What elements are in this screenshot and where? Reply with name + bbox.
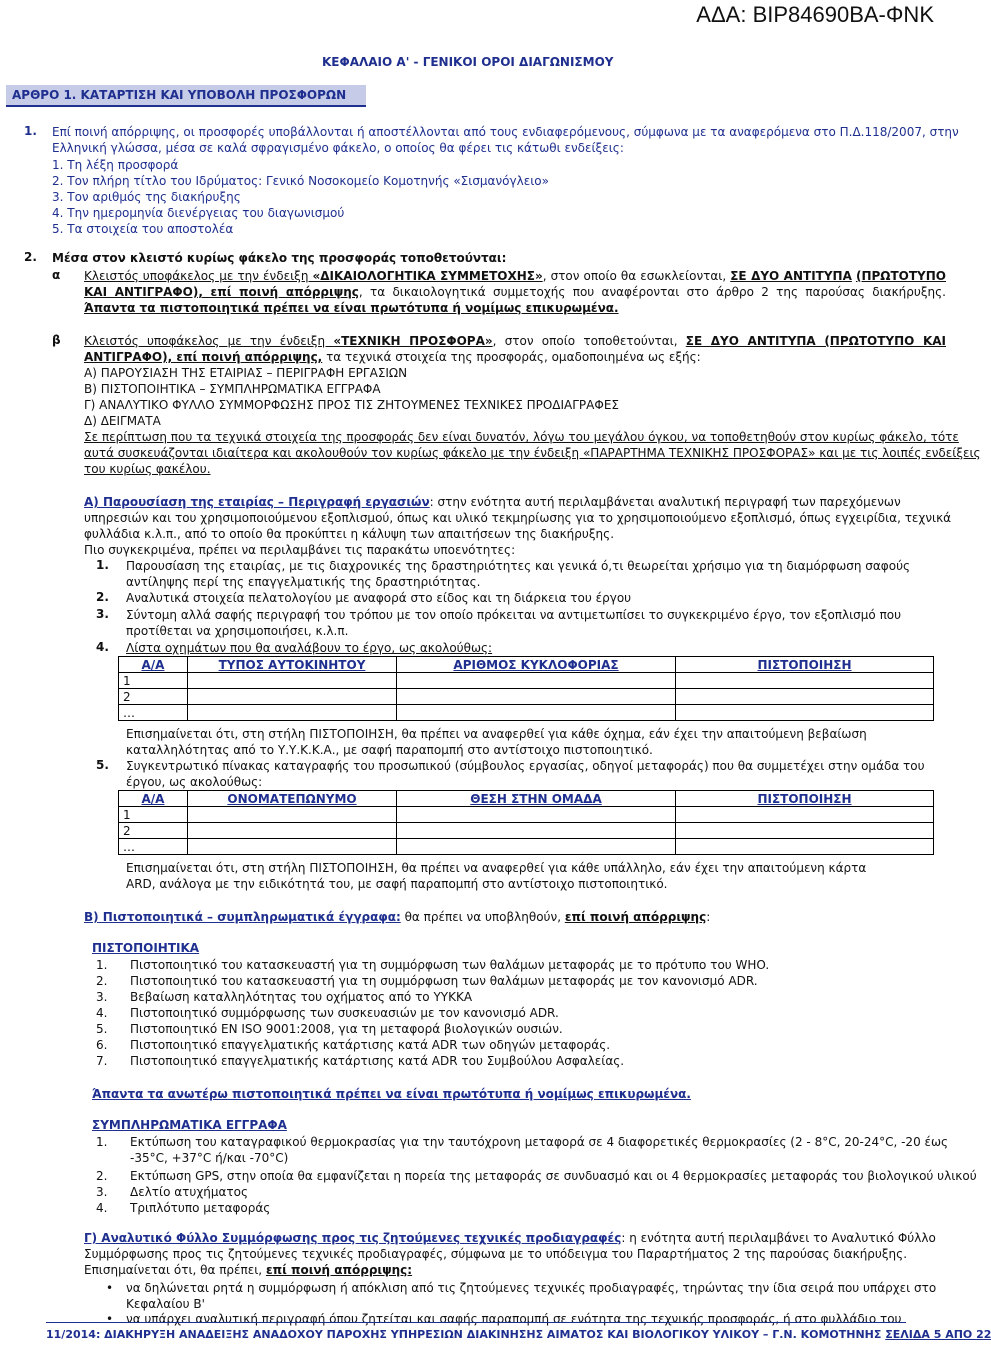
footer bbox=[46, 1328, 991, 1341]
item-number: 5. bbox=[96, 758, 109, 772]
text-span: , στον οποίο θα εσωκλείονται, bbox=[542, 269, 731, 283]
list-item: 3. Τον αριθμός της διακήρυξης bbox=[52, 190, 241, 204]
paragraph-b bbox=[84, 333, 946, 365]
section-b-line bbox=[84, 909, 710, 925]
text-line: υπηρεσιών και του χρησιμοποιούμενου εξοπλισμού, όπως και υλικό τεκμηρίωσης για το χρησιμοποιούμενο εξοπλισμό, όπως εγχειρίδια, τεχνικά bbox=[84, 511, 952, 525]
cert-item: Πιστοποιητικό του κατασκευαστή για τη συμμόρφωση των θαλάμων μεταφοράς με το πρότυπο του WHO. bbox=[130, 958, 770, 972]
cert-item: Πιστοποιητικό του κατασκευαστή για τη συμμόρφωση των θαλάμων μεταφοράς με τον κανονισμό ADR. bbox=[130, 974, 758, 988]
chapter-title: ΚΕΦΑΛΑΙΟ Α' - ΓΕΝΙΚΟΙ ΟΡΟΙ ΔΙΑΓΩΝΙΣΜΟΥ bbox=[322, 55, 614, 69]
article-title: ΑΡΘΡΟ 1. ΚΑΤΑΡΤΙΣΗ ΚΑΙ ΥΠΟΒΟΛΗ ΠΡΟΣΦΟΡΩΝ bbox=[12, 88, 347, 102]
table-header-row bbox=[119, 657, 934, 673]
text-line: Συμμόρφωσης προς τις ζητούμενες τεχνικές προδιαγραφές, σύμφωνα με το υπόδειγμα του Παραρτήματος 2 της παρούσας διακήρυξης. bbox=[84, 1247, 908, 1261]
certificates-note: Άπαντα τα ανωτέρω πιστοποιητικά πρέπει να είναι πρωτότυπα ή νομίμως επικυρωμένα. bbox=[92, 1087, 691, 1101]
item-number: 1. bbox=[96, 558, 109, 572]
staff-table bbox=[118, 790, 934, 855]
text-span: τα τεχνικά στοιχεία της προσφοράς, ομαδοποιημένα ως εξής: bbox=[322, 350, 701, 364]
text-line: να δηλώνεται ρητά η συμμόρφωση ή απόκλιση από τις ζητούμενες τεχνικές προδιαγραφές, τηρώντας την ίδια σειρά που υπάρχει στο bbox=[126, 1281, 937, 1295]
text-span: , τα δικαιολογητικά συμμετοχής που αναφέρονται στο άρθρο 2 της παρούσας bbox=[358, 285, 865, 299]
text-span: (ΠΡΩΤΟΤΥΠΟ ΚΑΙ ΑΝΤΙΓΡΑΦΟ), επί ποινή απόρριψης bbox=[84, 269, 946, 299]
item-number: 1. bbox=[96, 1135, 108, 1149]
text-line: Ελληνική γλώσσα, μέσα σε καλά σφραγισμένο φάκελο, ο οποίος θα φέρει τις κάτωθι ενδείξεις: bbox=[52, 141, 624, 155]
text-line: Λίστα οχημάτων που θα αναλάβουν το έργο, ως ακολούθως: bbox=[126, 641, 493, 655]
item-number: 2. bbox=[96, 590, 109, 604]
text-line: Αναλυτικά στοιχεία πελατολογίου με αναφορά στο είδος και τη διάρκεια του έργου bbox=[126, 591, 632, 605]
section-number: 1. bbox=[24, 124, 37, 138]
column-header: Α/Α bbox=[119, 657, 188, 673]
section-a-title: Α) Παρουσίαση της εταιρίας – Περιγραφή εργασιών bbox=[84, 495, 430, 509]
list-item: Γ) ΑΝΑΛΥΤΙΚΟ ΦΥΛΛΟ ΣΥΜΜΟΡΦΩΣΗΣ ΠΡΟΣ ΤΙΣ ΖΗΤΟΥΜΕΝΕΣ ΤΕΧΝΙΚΕΣ ΠΡΟΔΙΑΓΡΑΦΕΣ bbox=[84, 398, 619, 412]
list-item: 4. Την ημερομηνία διενέργειας του διαγωνισμού bbox=[52, 206, 345, 220]
footer-divider bbox=[46, 1322, 906, 1323]
column-header: ΘΕΣΗ ΣΤΗΝ ΟΜΑΔΑ bbox=[397, 791, 676, 807]
text-line: Πιο συγκεκριμένα, πρέπει να περιλαμβάνει τις παρακάτω υποενότητες: bbox=[84, 543, 516, 557]
text-span: θα πρέπει να υποβληθούν, bbox=[400, 910, 565, 924]
text-line: Παρουσίαση της εταιρίας, με τις διαχρονικές της δραστηριότητες και γενικά ό,τι θεωρείται χρήσιμο για τη διαμόρφωση σαφούς bbox=[126, 559, 911, 573]
cert-item: Πιστοποιητικό συμμόρφωσης των συσκευασιών με τον κανονισμό ADR. bbox=[130, 1006, 559, 1020]
note-line: του κυρίως φακέλου. bbox=[84, 462, 211, 476]
cert-item: Πιστοποιητικό επαγγελματικής κατάρτισης κατά ADR των οδηγών μεταφοράς. bbox=[130, 1038, 611, 1052]
text-line: Κεφαλαίου Β' bbox=[126, 1297, 205, 1311]
text-line: Εκτύπωση GPS, στην οποία θα εμφανίζεται η πορεία της μεταφοράς σε συνδυασμό και οι 4 θερμοκρασίες μεταφοράς του βιολογικού υλικού bbox=[130, 1169, 977, 1183]
table-cell: … bbox=[119, 705, 188, 721]
table-row bbox=[119, 673, 934, 689]
letter-b: β bbox=[52, 333, 61, 347]
text-line: Συγκεντρωτικό πίνακας καταγραφής του προσωπικού (σύμβουλος εργασίας, οδηγοί μεταφοράς) που θα συμμετέχει στην ομάδα του bbox=[126, 759, 925, 773]
ada-code: ΑΔΑ: ΒΙΡ84690ΒΑ-ΦΝΚ bbox=[696, 2, 934, 27]
item-number: 3. bbox=[96, 607, 109, 621]
text-span: : στην ενότητα αυτή περιλαμβάνεται αναλυτική περιγραφή των παρεχόμενων bbox=[429, 495, 901, 509]
list-item: 5. Τα στοιχεία του αποστολέα bbox=[52, 222, 234, 236]
table-row bbox=[119, 839, 934, 855]
text-line: αντίληψης περί της επαγγελματικής της δραστηριότητας. bbox=[126, 575, 481, 589]
text-line: Δελτίο ατυχήματος bbox=[130, 1185, 249, 1199]
text-line bbox=[84, 1262, 412, 1278]
cert-number: 3. bbox=[96, 990, 108, 1004]
table-row bbox=[119, 823, 934, 839]
bullet-icon: • bbox=[106, 1312, 114, 1326]
article-title-box bbox=[6, 85, 366, 107]
text-line: έργου, ως ακολούθως: bbox=[126, 775, 263, 789]
note-line: αυτά συσκευάζονται ιδιαίτερα και ακολουθούν τον κυρίως φάκελο με την ένδειξη «ΠΑΡΑΡΤΗΜΑ ΤΕΧΝΙΚΗΣ ΠΡΟΣΦΟΡΑΣ» και με τις λοιπές ενδείξεις bbox=[84, 446, 981, 460]
footer-text: 11/2014: ΔΙΑΚΗΡΥΞΗ ΑΝΑΔΕΙΞΗΣ ΑΝΑΔΟΧΟΥ ΠΑΡΟΧΗΣ ΥΠΗΡΕΣΙΩΝ ΔΙΑΚΙΝΗΣΗΣ ΑΙΜΑΤΟΣ ΚΑΙ ΒΙΟΛΟΓΙΚΟΥ ΥΛΙΚΟΥ – Γ.Ν. ΚΟΜΟΤΗΝΗΣ bbox=[46, 1328, 886, 1341]
text-span: επί ποινή απόρριψης bbox=[564, 910, 707, 924]
certificates-heading: ΠΙΣΤΟΠΟΙΗΤΙΚΑ bbox=[92, 941, 200, 955]
table-row bbox=[119, 807, 934, 823]
letter-a: α bbox=[52, 268, 61, 282]
text-line: Επί ποινή απόρριψης, οι προσφορές υποβάλλονται ή αποστέλλονται από τους ενδιαφερόμενους, σύμφωνα με τα αναφερόμενα στο Π.Δ.118/2007, στην bbox=[52, 125, 959, 139]
text-span: Άπαντα τα πιστοποιητικά πρέπει να είναι πρωτότυπα ή νομίμως επικυρωμένα. bbox=[84, 301, 619, 315]
text-line: φυλλάδια κ.λ.π., από το οποίο θα προκύπτει η κάλυψη των απαιτήσεων της διακήρυξης. bbox=[84, 527, 615, 541]
paragraph-a bbox=[84, 268, 946, 316]
column-header: ΠΙΣΤΟΠΟΙΗΣΗ bbox=[676, 791, 934, 807]
text-span: : bbox=[706, 910, 711, 924]
table-row bbox=[119, 689, 934, 705]
text-span: Επισημαίνεται ότι, θα πρέπει, bbox=[84, 1263, 266, 1277]
section-heading: Μέσα στον κλειστό κυρίως φάκελο της προσφοράς τοποθετούνται: bbox=[52, 251, 507, 265]
text-span: ΣΕ ΔΥΟ ΑΝΤΙΤΥΠΑ (ΠΡΩΤΟΤΥΠΟ ΚΑΙ bbox=[685, 334, 946, 348]
cert-number: 5. bbox=[96, 1022, 108, 1036]
cert-number: 7. bbox=[96, 1054, 108, 1068]
text-span: , στον οποίο τοποθετούνται, bbox=[492, 334, 686, 348]
text-line: Σύντομη αλλά σαφής περιγραφή του τρόπου με τον οποίο πρόκειται να αντιμετωπίσει το συγκεκριμένο έργο, τον εξοπλισμό που bbox=[126, 608, 902, 622]
text-span: Κλειστός υποφάκελος με την ένδειξη bbox=[84, 334, 334, 348]
cert-number: 1. bbox=[96, 958, 108, 972]
table-header-row bbox=[119, 791, 934, 807]
column-header: ΟΝΟΜΑΤΕΠΩΝΥΜΟ bbox=[188, 791, 397, 807]
list-item: 2. Τον πλήρη τίτλο του Ιδρύματος: Γενικό Νοσοκομείο Κομοτηνής «Σισμανόγλειο» bbox=[52, 174, 549, 188]
text-line: προτίθεται να χρησιμοποιήσει, κ.λ.π. bbox=[126, 624, 349, 638]
text-span: «ΤΕΧΝΙΚΗ ΠΡΟΣΦΟΡΑ» bbox=[333, 334, 493, 348]
item-number: 4. bbox=[96, 1201, 108, 1215]
text-span: «ΔΙΚΑΙΟΛΟΓΗΤΙΚΑ ΣΥΜΜΕΤΟΧΗΣ» bbox=[312, 269, 543, 283]
supplementary-heading: ΣΥΜΠΛΗΡΩΜΑΤΙΚΑ ΕΓΓΡΑΦΑ bbox=[92, 1118, 287, 1132]
vehicles-table bbox=[118, 656, 934, 721]
cert-item: Βεβαίωση καταλληλότητας του οχήματος από το ΥΥΚΚΑ bbox=[130, 990, 473, 1004]
table-cell: 2 bbox=[119, 689, 188, 705]
page-number: ΣΕΛΙΔΑ 5 ΑΠΟ 22 bbox=[885, 1328, 991, 1341]
table-cell: 1 bbox=[119, 807, 188, 823]
table-row bbox=[119, 705, 934, 721]
bullet-icon: • bbox=[106, 1281, 114, 1295]
text-line: ARD, ανάλογα με την ειδικότητά του, με σαφή παραπομπή στο αντίστοιχο πιστοποιητικό. bbox=[126, 877, 668, 891]
text-line: Εκτύπωση του καταγραφικού θερμοκρασίας για την ταυτόχρονη μεταφορά σε 4 διαφορετικές θερμοκρασίες (2 - 8°C, 20-24°C, -20 έως bbox=[130, 1135, 949, 1149]
table-cell: 2 bbox=[119, 823, 188, 839]
note-line: Σε περίπτωση που τα τεχνικά στοιχεία της προσφοράς δεν είναι δυνατόν, λόγω του μεγάλου όγκου, να τοποθετηθούν στον κυρίως φάκελο, τότε bbox=[84, 430, 959, 444]
column-header: ΑΡΙΘΜΟΣ ΚΥΚΛΟΦΟΡΙΑΣ bbox=[397, 657, 676, 673]
section-b-title: Β) Πιστοποιητικά – συμπληρωματικά έγγραφα: bbox=[84, 910, 401, 924]
text-line: -35°C, +37°C ή/και -70°C) bbox=[130, 1151, 289, 1165]
text-line: Επισημαίνεται ότι, στη στήλη ΠΙΣΤΟΠΟΙΗΣΗ, θα πρέπει να αναφερθεί για κάθε υπάλληλο, εάν έχει την απαιτούμενη κάρτα bbox=[126, 861, 867, 875]
cert-number: 2. bbox=[96, 974, 108, 988]
text-span: Κλειστός υποφάκελος με την ένδειξη bbox=[84, 269, 313, 283]
cert-item: Πιστοποιητικό EN ISO 9001:2008, για τη μεταφορά βιολογικών ουσιών. bbox=[130, 1022, 563, 1036]
item-number: 2. bbox=[96, 1169, 108, 1183]
list-item: 1. Τη λέξη προσφορά bbox=[52, 158, 179, 172]
text-span: διακήρυξης. bbox=[872, 285, 946, 299]
table-cell: … bbox=[119, 839, 188, 855]
text-line: Επισημαίνεται ότι, στη στήλη ΠΙΣΤΟΠΟΙΗΣΗ, θα πρέπει να αναφερθεί για κάθε όχημα, εάν έχει την απαιτούμενη βεβαίωση bbox=[126, 727, 867, 741]
text-span: επί ποινή απόρριψης: bbox=[265, 1263, 413, 1277]
column-header: ΠΙΣΤΟΠΟΙΗΣΗ bbox=[676, 657, 934, 673]
text-span: ΣΕ ΔΥΟ ΑΝΤΙΤΥΠΑ bbox=[730, 269, 852, 283]
text-line: να υπάρχει αναλυτική περιγραφή όπου ζητείται και σαφής παραπομπή σε ενότητα της τεχνικής προσφοράς, ή στο φυλλάδιο του bbox=[126, 1312, 902, 1326]
cert-number: 6. bbox=[96, 1038, 108, 1052]
item-number: 3. bbox=[96, 1185, 108, 1199]
column-header: Α/Α bbox=[119, 791, 188, 807]
column-header: ΤΥΠΟΣ ΑΥΤΟΚΙΝΗΤΟΥ bbox=[188, 657, 397, 673]
cert-item: Πιστοποιητικό επαγγελματικής κατάρτισης κατά ADR του Συμβούλου Ασφαλείας. bbox=[130, 1054, 625, 1068]
text-span: : η ενότητα αυτή περιλαμβάνει το Αναλυτικό Φύλλο bbox=[621, 1231, 936, 1245]
item-number: 4. bbox=[96, 640, 109, 654]
cert-number: 4. bbox=[96, 1006, 108, 1020]
table-cell: 1 bbox=[119, 673, 188, 689]
text-span: ΑΝΤΙΓΡΑΦΟ), επί ποινή απόρριψης, bbox=[84, 350, 323, 364]
section-c-line bbox=[84, 1230, 936, 1246]
text-line: καταλληλότητας από το Υ.Υ.Κ.Κ.Α., με σαφή παραπομπή στο αντίστοιχο πιστοποιητικό. bbox=[126, 743, 653, 757]
section-a-line bbox=[84, 494, 901, 510]
list-item: Α) ΠΑΡΟΥΣΙΑΣΗ ΤΗΣ ΕΤΑΙΡΙΑΣ – ΠΕΡΙΓΡΑΦΗ ΕΡΓΑΣΙΩΝ bbox=[84, 366, 408, 380]
section-c-title: Γ) Αναλυτικό Φύλλο Συμμόρφωσης προς τις ζητούμενες τεχνικές προδιαγραφές bbox=[84, 1231, 622, 1245]
list-item: Β) ΠΙΣΤΟΠΟΙΗΤΙΚΑ – ΣΥΜΠΛΗΡΩΜΑΤΙΚΑ ΕΓΓΡΑΦΑ bbox=[84, 382, 381, 396]
section-number: 2. bbox=[24, 250, 37, 264]
text-line: Τριπλότυπο μεταφοράς bbox=[130, 1201, 271, 1215]
list-item: Δ) ΔΕΙΓΜΑΤΑ bbox=[84, 414, 161, 428]
